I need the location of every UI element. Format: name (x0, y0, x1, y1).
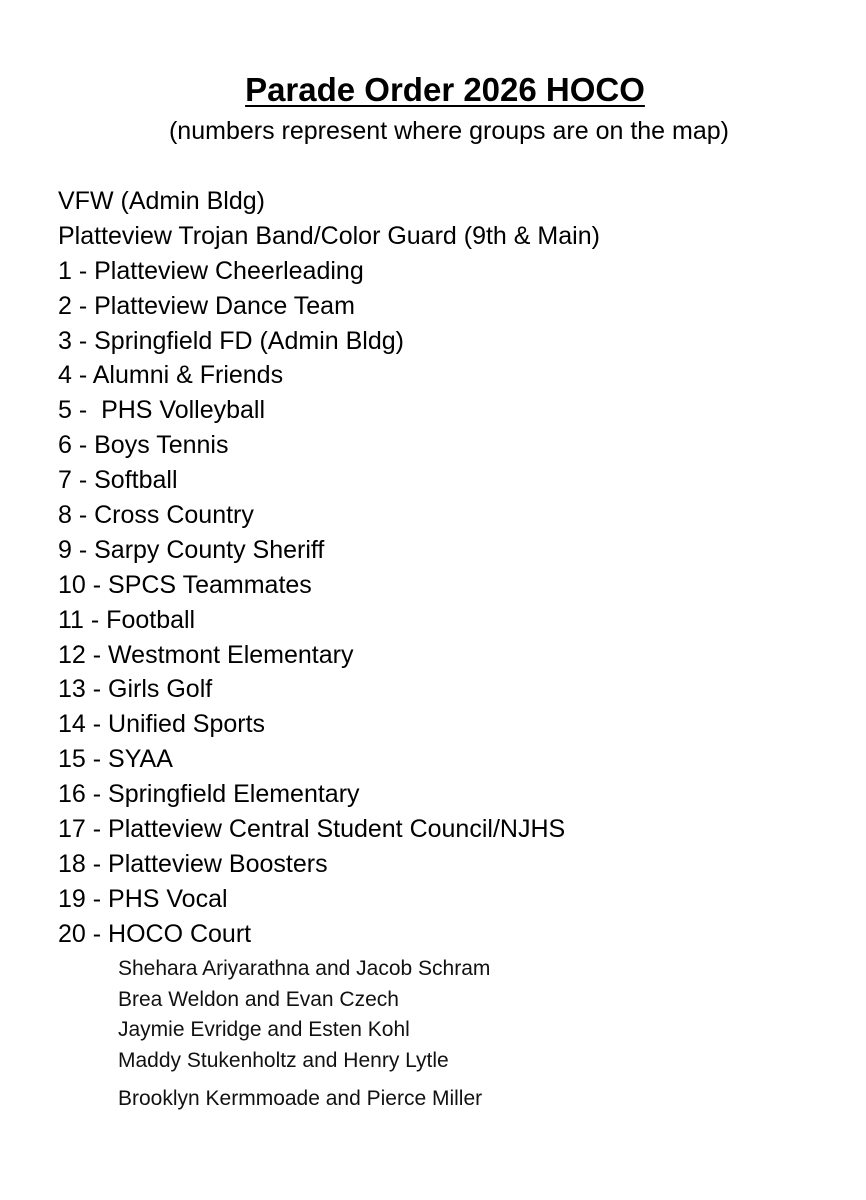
court-couple: Shehara Ariyarathna and Jacob Schram (118, 957, 491, 980)
page-subtitle: (numbers represent where groups are on the map) (168, 117, 729, 145)
list-item: 18 - Platteview Boosters (58, 849, 328, 878)
hoco-court-list (118, 954, 490, 1115)
list-item: 8 - Cross Country (58, 501, 254, 530)
list-item: 13 - Girls Golf (58, 675, 213, 704)
list-item: 14 - Unified Sports (58, 710, 266, 739)
court-couple: Brooklyn Kermmoade and Pierce Miller (118, 1087, 483, 1110)
list-item: 4 - Alumni & Friends (58, 361, 284, 390)
list-item: 11 - Football (58, 605, 196, 634)
parade-order-list (58, 184, 600, 952)
court-couple: Brea Weldon and Evan Czech (118, 987, 399, 1011)
court-couple: Maddy Stukenholtz and Henry Lytle (118, 1048, 449, 1072)
list-item: 5 - PHS Volleyball (58, 396, 266, 425)
list-item: Platteview Trojan Band/Color Guard (9th & Main) (58, 221, 600, 250)
list-item: 1 - Platteview Cheerleading (58, 256, 364, 285)
list-item: 2 - Platteview Dance Team (58, 291, 355, 320)
list-item: 19 - PHS Vocal (58, 884, 228, 913)
list-item: 9 - Sarpy County Sheriff (58, 535, 325, 564)
list-item: 12 - Westmont Elementary (58, 640, 354, 669)
list-item: 3 - Springfield FD (Admin Bldg) (58, 326, 404, 355)
page-title: Parade Order 2026 HOCO (245, 71, 645, 108)
list-item: 7 - Softball (58, 466, 178, 495)
list-item: 15 - SYAA (58, 745, 173, 774)
list-item: VFW (Admin Bldg) (58, 187, 265, 215)
list-item: 20 - HOCO Court (58, 919, 252, 948)
list-item: 6 - Boys Tennis (58, 431, 229, 460)
list-item: 16 - Springfield Elementary (58, 780, 360, 809)
list-item: 10 - SPCS Teammates (58, 570, 312, 599)
list-item: 17 - Platteview Central Student Council/NJHS (58, 815, 566, 844)
court-couple: Jaymie Evridge and Esten Kohl (118, 1018, 410, 1041)
